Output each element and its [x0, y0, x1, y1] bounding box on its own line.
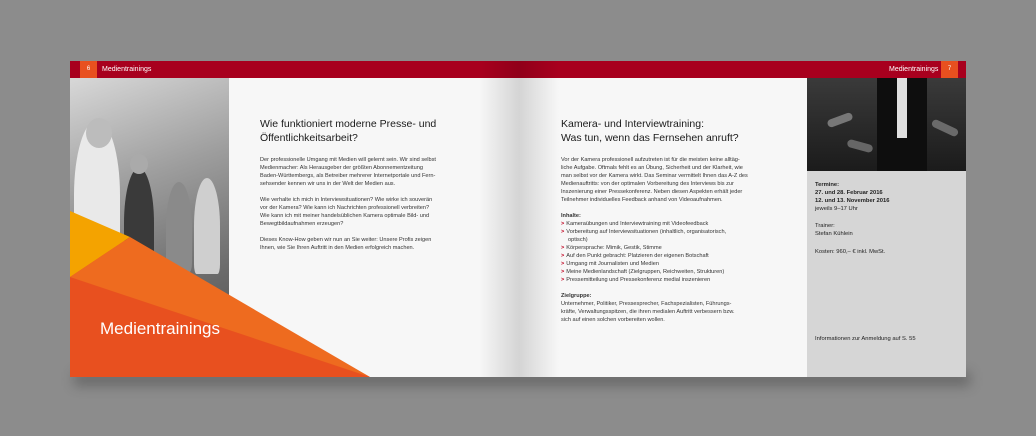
photo-shirt [897, 78, 907, 138]
text-line: Medienmacher: Als Herausgeber der größten Abonnementzeitung [260, 165, 423, 171]
text-line: kräfte, Verwaltungsspitzen, die ihren medialen Auftritt verbessern bzw. [561, 309, 735, 315]
text-line: Ihnen, wie Sie Ihren Auftritt in den Medien erfolgreich machen. [260, 245, 415, 251]
trainer-name: Stefan Kühlein [815, 231, 853, 237]
right-gutter-shade [519, 61, 559, 377]
text-line: Inszenierung einer Pressekonferenz. Neben diesen Aspekten erhält jeder [561, 189, 743, 195]
right-intro [561, 156, 801, 204]
kosten: Kosten: 960,– € inkl. MwSt. [815, 249, 886, 255]
text-line: sehsender kennen wir uns in der Welt der Medien aus. [260, 181, 396, 187]
zielgruppe-text [561, 300, 801, 324]
inhalte-list [561, 220, 801, 284]
text-line: Baden-Württembergs, als Betreiber mehrerer Internetportale und Fern- [260, 173, 436, 179]
list-item-continued: optisch) [568, 237, 588, 243]
right-heading [561, 117, 801, 145]
right-header-bar [519, 61, 966, 78]
list-item: > Pressemitteilung und Pressekonferenz medial inszenieren [561, 277, 711, 283]
right-header-title: Medientrainings [889, 66, 939, 73]
left-paragraph-2 [260, 196, 505, 228]
text-line: Medienauftritts: von der optimalen Vorbereitung des Interviews bis zur [561, 181, 734, 187]
text-line: sich auf einen solchen vorbereiten wollen. [561, 317, 665, 323]
left-paragraph-3 [260, 236, 505, 252]
cover-title: Medientrainings [100, 319, 221, 338]
date-1: 27. und 28. Februar 2016 [815, 190, 883, 196]
left-gutter-shade [479, 61, 519, 377]
press-photo [807, 78, 966, 171]
text-line: Wie verhalte ich mich in Interviewsituationen? Wie wirke ich souverän [260, 197, 433, 203]
text-line: Der professionelle Umgang mit Medien will gelernt sein. Wir sind selbst [260, 157, 436, 163]
left-header-title: Medientrainings [102, 66, 152, 73]
list-item: > Umgang mit Journalisten und Medien [561, 261, 659, 267]
left-heading [260, 117, 505, 145]
list-item: > Kameraübungen und Interviewtraining mit Videofeedback [561, 221, 709, 227]
text-line: Dieses Know-How geben wir nun an Sie weiter: Unsere Profis zeigen [260, 237, 432, 243]
left-heading-line: Wie funktioniert moderne Presse- und [260, 118, 437, 130]
zielgruppe-label: Zielgruppe: [561, 293, 592, 299]
list-item: > Körpersprache: Mimik, Gestik, Stimme [561, 245, 662, 251]
right-text-column [561, 117, 801, 324]
text-line: Teilnehmer individuelles Feedback anhand von Videoaufnahmen. [561, 197, 723, 203]
text-line: vor der Kamera? Wie kann ich Nachrichten professionell verbreiten? [260, 205, 430, 211]
text-line: Vor der Kamera professionell aufzutreten ist für die meisten keine alltäg- [561, 157, 740, 163]
microphone [931, 118, 960, 137]
trainer-label: Trainer: [815, 223, 835, 229]
termine-label: Termine: [815, 182, 840, 188]
left-heading-line: Öffentlichkeitsarbeit? [260, 132, 358, 144]
date-2: 12. und 13. November 2016 [815, 198, 890, 204]
text-line: Wie kann ich mit meiner handelsüblichen Kamera optimale Bild- und [260, 213, 430, 219]
list-item: > Vorbereitung auf Interviewsituationen (inhaltlich, organisatorisch, [561, 229, 727, 235]
text-line: man selbst vor der Kamera wirkt. Das Seminar vermittelt Ihnen das A-Z des [561, 173, 748, 179]
right-page-number: 7 [941, 61, 958, 78]
info-sidebar [807, 171, 966, 377]
left-text-column [260, 117, 505, 252]
text-line: Bewegtbildaufnahmen erzeugen? [260, 221, 344, 227]
time-range: jeweils 9–17 Uhr [815, 206, 858, 212]
anmeldung-info: Informationen zur Anmeldung auf S. 55 [815, 336, 916, 342]
right-page [519, 61, 966, 377]
microphone [826, 112, 853, 128]
left-page-number: 6 [80, 61, 97, 78]
left-page [70, 61, 519, 377]
left-paragraph-1 [260, 156, 505, 188]
right-heading-line: Was tun, wenn das Fernsehen anruft? [561, 132, 739, 144]
inhalte-label: Inhalte: [561, 213, 581, 219]
list-item: > Auf den Punkt gebracht: Platzieren der eigenen Botschaft [561, 253, 709, 259]
text-line: Unternehmer, Politiker, Pressesprecher, Fachspezialisten, Führungs- [561, 301, 732, 307]
text-line: liche Aufgabe. Oftmals fehlt es an Übung, Sicherheit und der Klarheit, wie [561, 165, 743, 171]
microphone [846, 139, 873, 153]
list-item: > Meine Medienlandschaft (Zielgruppen, Reichweiten, Strukturen) [561, 269, 725, 275]
right-heading-line: Kamera- und Interviewtraining: [561, 118, 704, 130]
